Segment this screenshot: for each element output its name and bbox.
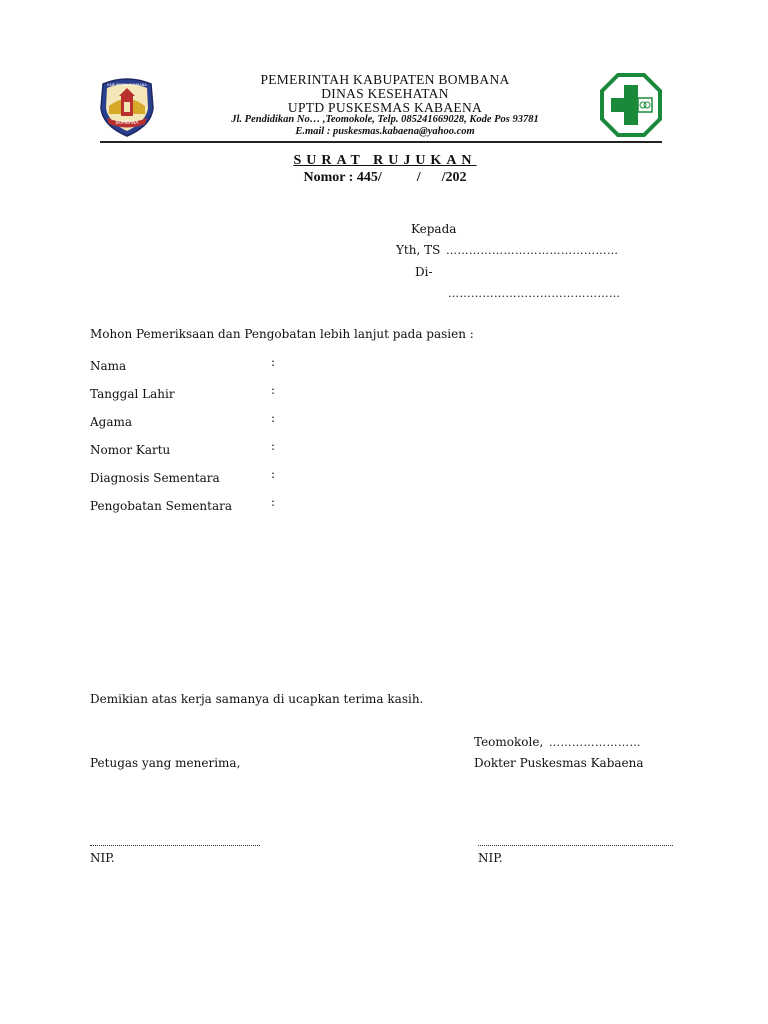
place-label: Teomokole, [474,735,544,749]
recipient-kepada: Kepada [411,222,457,236]
emblem-top-text: KABUPATEN BOMBANA [107,83,147,87]
document-number: Nomor : 445/ / /202 [303,170,467,185]
field-label: Agama [90,415,133,429]
letterhead-email: E.mail : puskesmas.kabaena@yahoo.com [295,126,475,137]
field-label: Nomor Kartu [90,443,171,457]
field-label: Nama [90,359,127,373]
left-nip: NIP. [90,851,115,865]
recipient-di: Di- [415,265,433,279]
letterhead-address: Jl. Pendidikan No… ,Teomokole, Telp. 085241669028, Kode Pos 93781 [231,114,539,125]
letterhead-government: PEMERINTAH KABUPATEN BOMBANA [260,72,510,87]
date-dots: …………………… [549,736,641,749]
document-title: SURAT RUJUKAN [293,153,477,168]
field-row-diagnosis [90,467,490,483]
field-colon: : [271,355,276,369]
field-row-tanggal-lahir [90,383,490,399]
emblem-ribbon-text: BOMBANA [115,121,139,126]
field-colon: : [271,383,276,397]
left-signature-title: Petugas yang menerima, [90,756,241,770]
regency-emblem-logo [95,74,159,138]
field-label: Tanggal Lahir [90,387,175,401]
field-label: Pengobatan Sementara [90,499,233,513]
field-colon: : [271,411,276,425]
field-colon: : [271,439,276,453]
letterhead-department: DINAS KESEHATAN [321,86,449,101]
right-signature-line [478,845,673,846]
field-row-pengobatan [90,495,490,511]
field-colon: : [271,467,276,481]
field-row-nama [90,355,490,371]
field-row-nomor-kartu [90,439,490,455]
field-label: Diagnosis Sementara [90,471,220,485]
intro-text: Mohon Pemeriksaan dan Pengobatan lebih lanjut pada pasien : [90,327,474,341]
left-signature-line [90,845,260,846]
field-row-agama [90,411,490,427]
recipient-yth: Yth, TS [396,243,441,257]
right-signature-title: Dokter Puskesmas Kabaena [474,756,644,770]
letterhead-divider [100,141,662,143]
letterhead-unit: UPTD PUSKESMAS KABAENA [287,100,483,115]
right-nip: NIP. [478,851,503,865]
closing-text: Demikian atas kerja samanya di ucapkan terima kasih. [90,692,424,706]
recipient-yth-dots: ……………………………………… [446,244,619,257]
recipient-address-dots: ……………………………………… [448,287,621,300]
health-cross-logo [600,73,662,137]
field-colon: : [271,495,276,509]
